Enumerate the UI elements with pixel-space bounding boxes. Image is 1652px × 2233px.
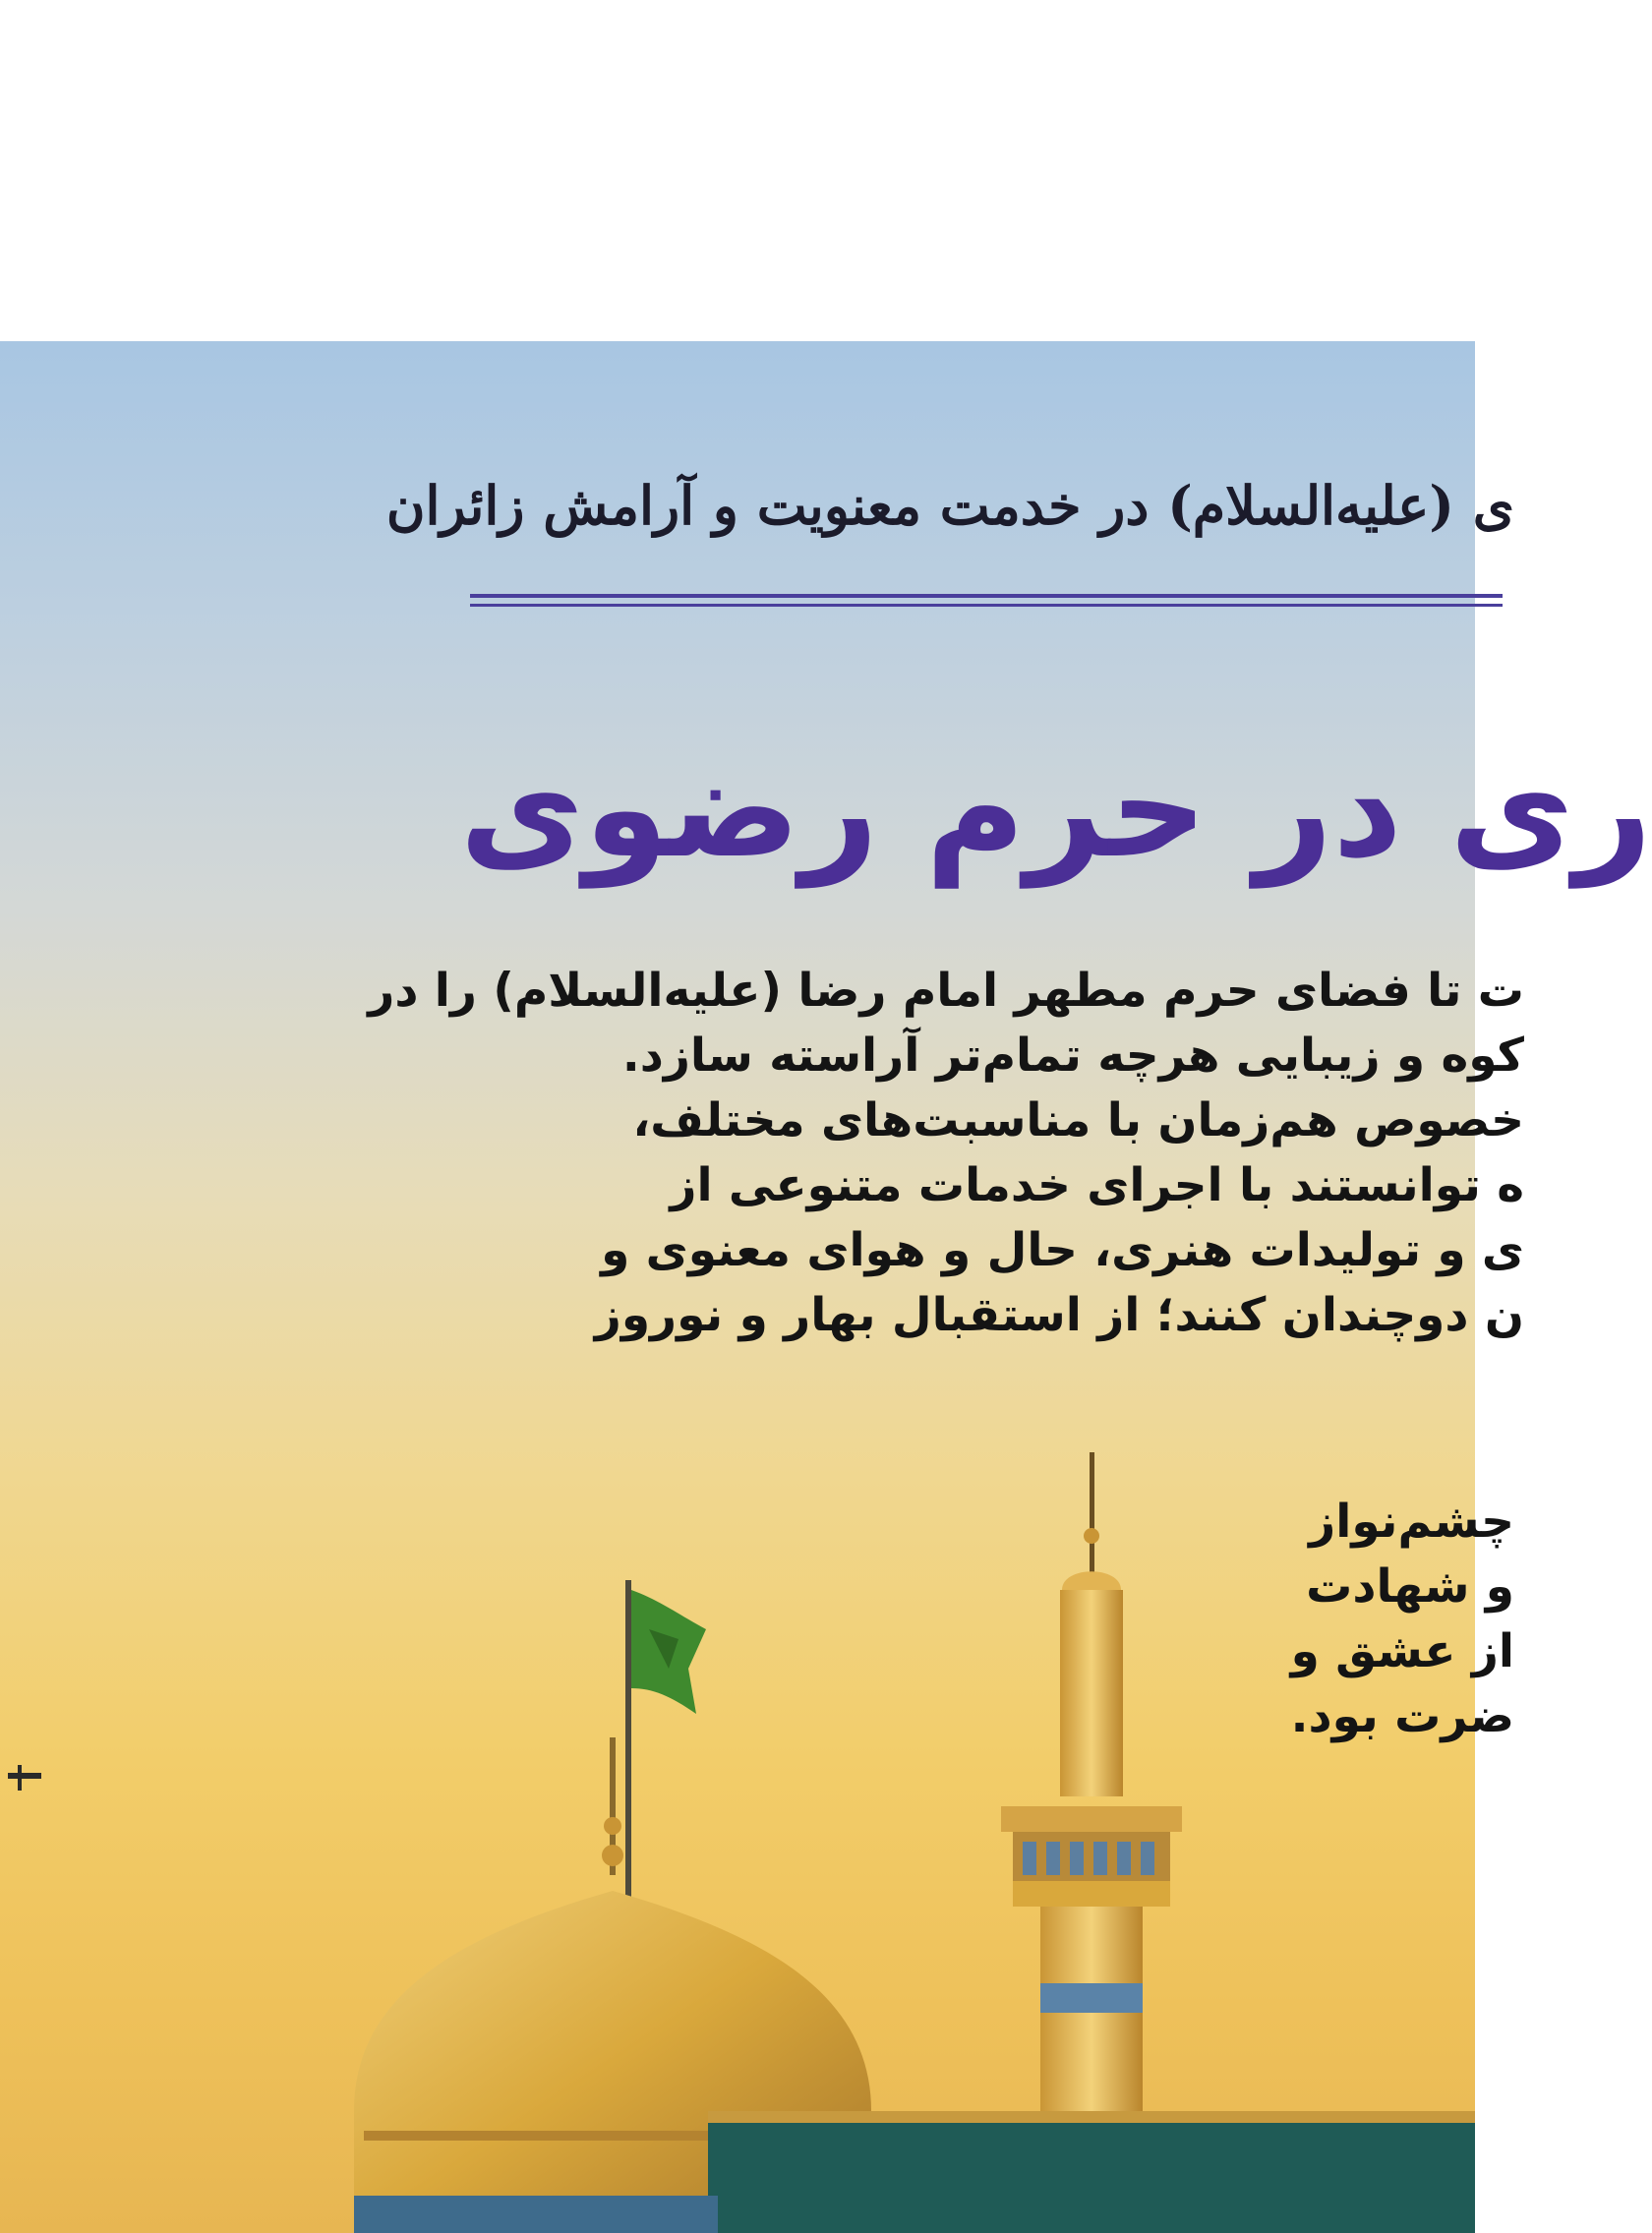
edge-bracket-icon <box>8 1765 43 1791</box>
body-line: خصوص هم‌زمان با مناسبت‌های مختلف، <box>632 1093 1524 1147</box>
body-line: ه توانستند با اجرای خدمات متنوعی از <box>670 1158 1524 1212</box>
divider-rule-top <box>470 594 1503 598</box>
kicker-line: ی (علیه‌السلام) در خدمت معنویت و آرامش زائران <box>385 474 1514 537</box>
body-line: و شهادت <box>1306 1559 1514 1614</box>
body-line: ت تا فضای حرم مطهر امام رضا (علیه‌السلام) را در <box>368 964 1524 1018</box>
body-line: کوه و زیبایی هرچه تمام‌تر آراسته سازد. <box>621 1028 1524 1083</box>
facade-cornice <box>708 2111 1475 2123</box>
body-line: ن دوچندان کنند؛ از استقبال بهار و نوروز <box>594 1288 1524 1342</box>
body-line: ضرت بود. <box>1290 1689 1514 1743</box>
dome-finial <box>602 1737 623 1875</box>
headline: ری در حرم رضوی <box>459 730 1652 888</box>
shrine-illustration <box>0 1521 1475 2233</box>
body-line: از عشق و <box>1290 1624 1514 1678</box>
article-body <box>368 959 1524 1348</box>
flag-icon <box>625 1580 706 1905</box>
facade-wall <box>708 2121 1475 2233</box>
lower-facade <box>354 2196 718 2233</box>
shrine-poster <box>0 341 1652 2233</box>
divider-rule-bottom <box>470 604 1503 607</box>
top-page-margin <box>0 0 1475 341</box>
body-line: ی و تولیدات هنری، حال و هوای معنوی و <box>601 1223 1524 1277</box>
body-line: چشم‌نواز <box>1309 1495 1514 1549</box>
